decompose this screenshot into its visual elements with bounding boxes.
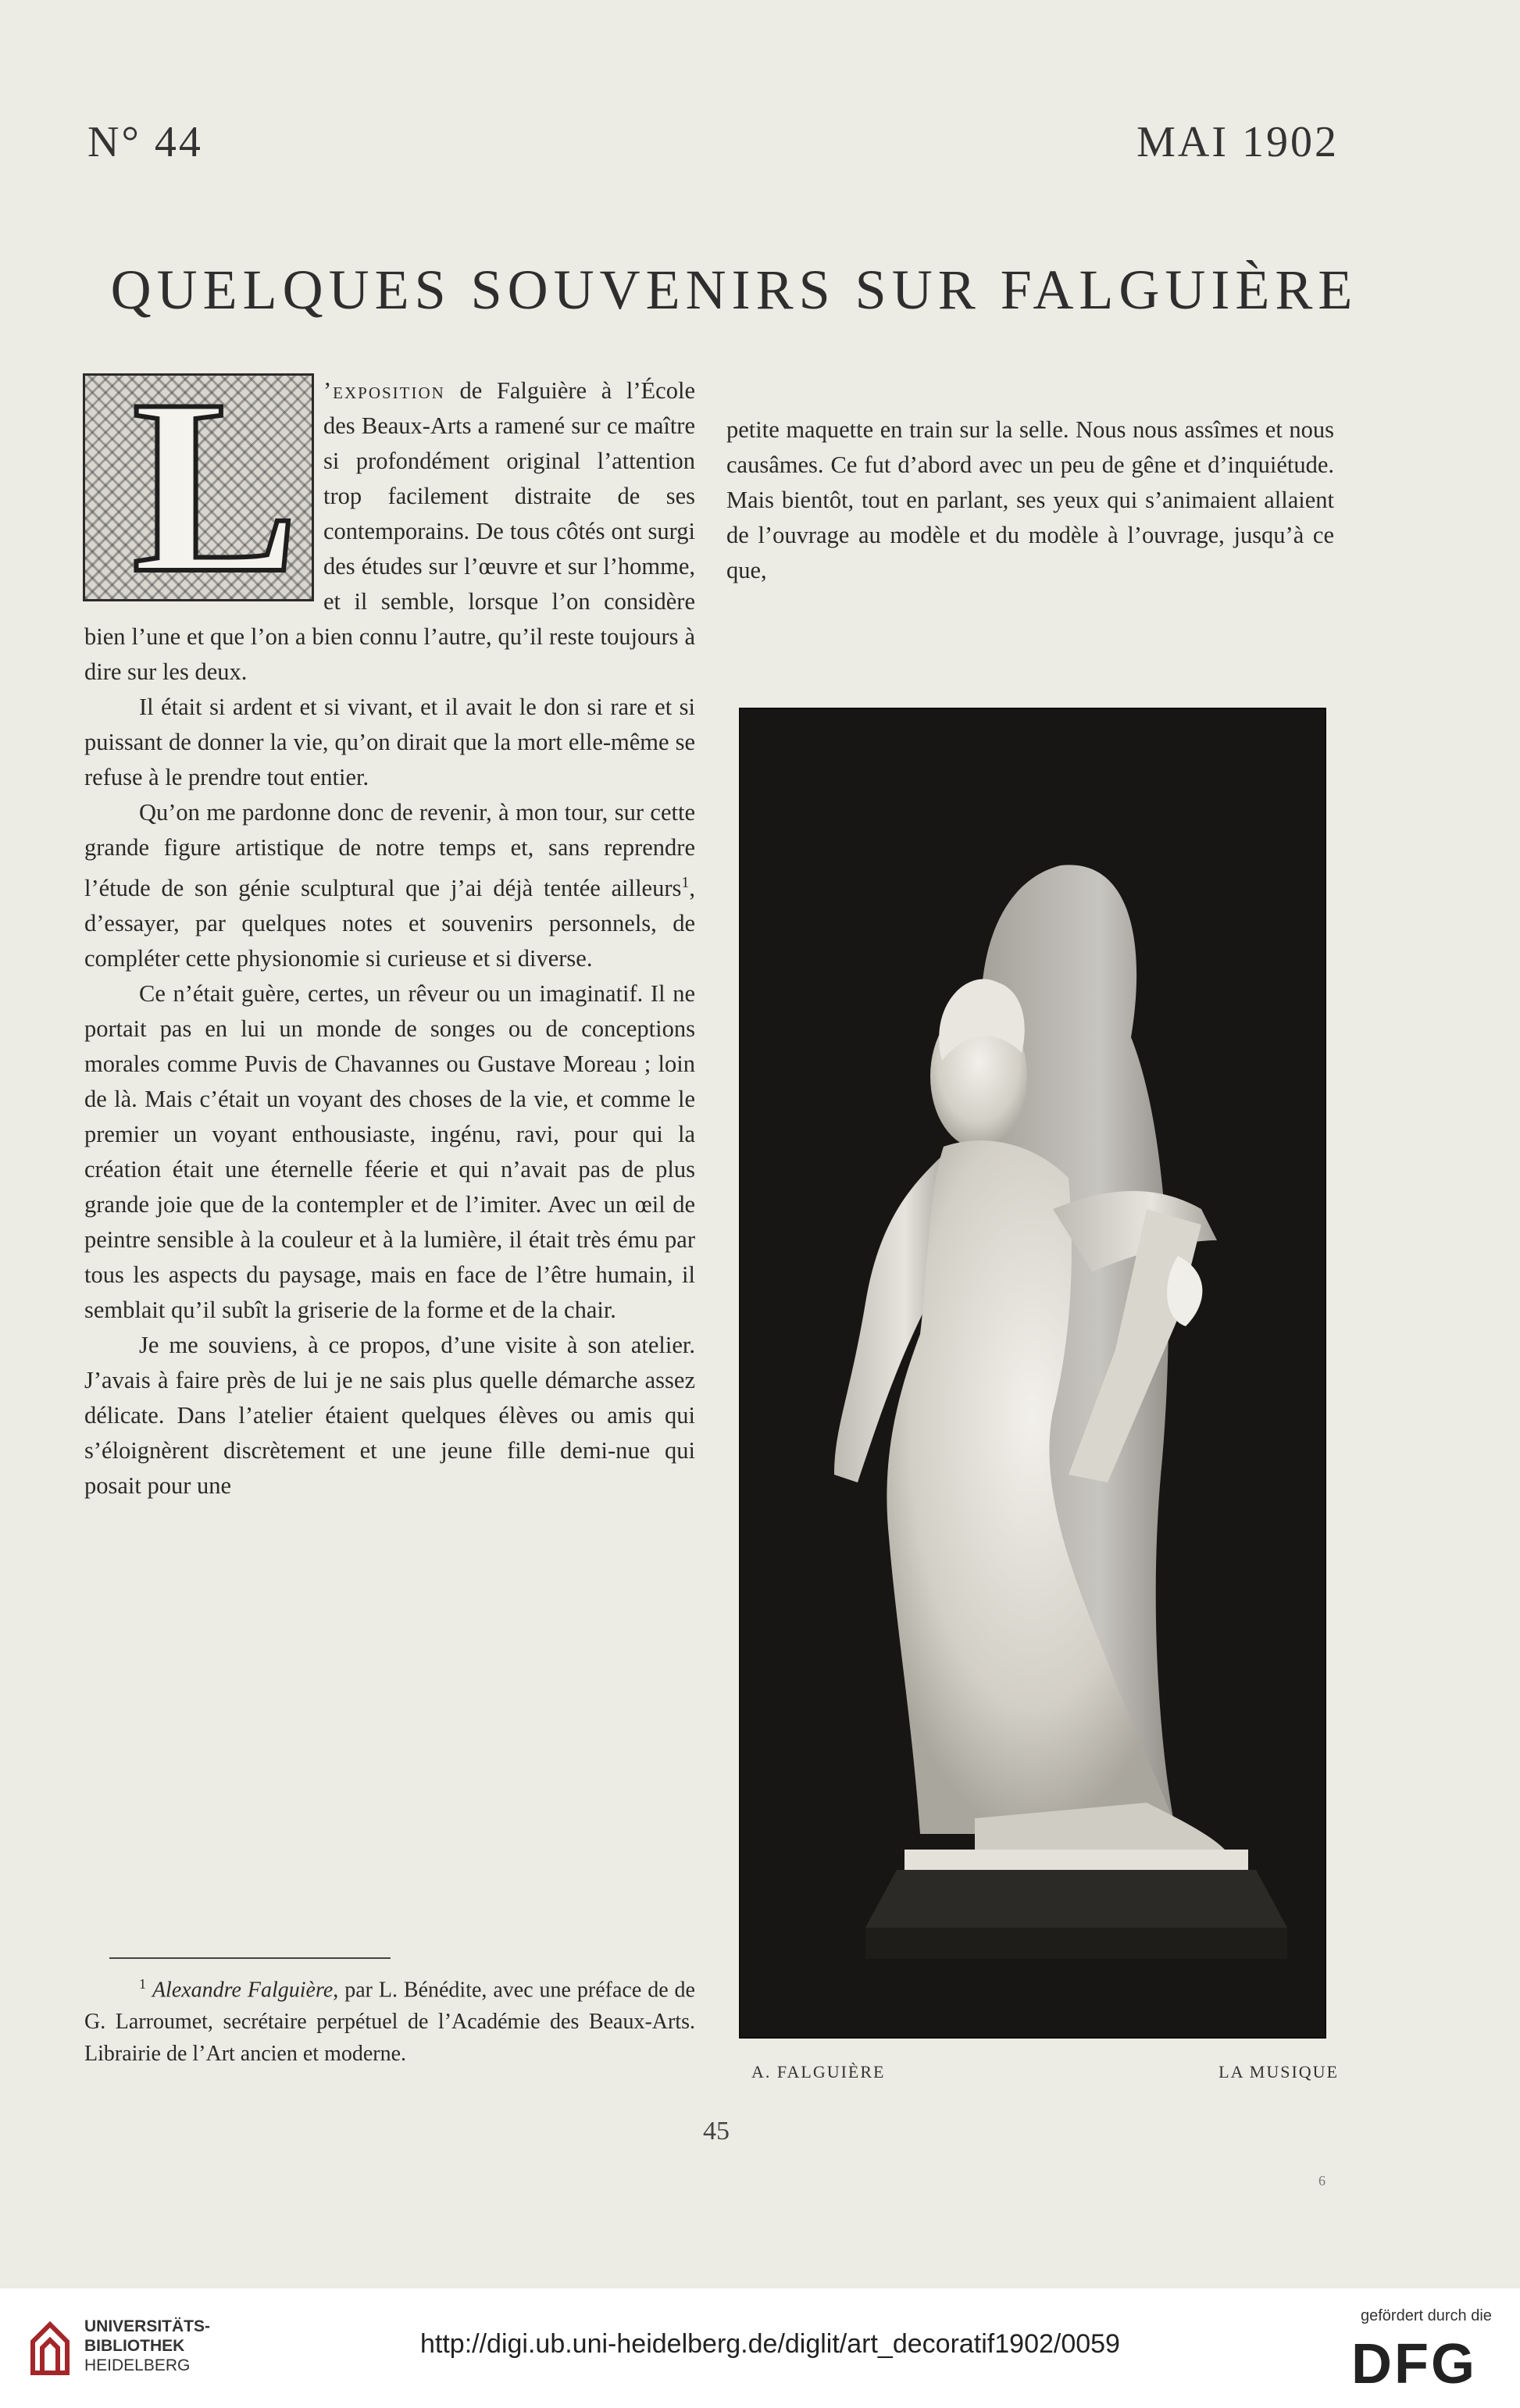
permalink-url[interactable]: http://digi.ub.uni-heidelberg.de/diglit/art_decoratif1902/0059 [420,2329,1120,2359]
paragraph-3-b: , d’essayer, par quelques notes et souvenirs personnels, de compléter cette physionomie si curieuse et si diverse. [84,875,695,972]
sculpture-illustration [740,709,1325,2037]
caption-artist: A. FALGUIÈRE [751,2062,886,2082]
footnote-text [84,1968,695,2070]
paragraph-3 [84,795,695,976]
caption-work: LA MUSIQUE [1218,2062,1339,2082]
university-library-logo-icon[interactable] [30,2321,70,2376]
library-line-3: HEIDELBERG [84,2356,191,2374]
right-text-column [726,412,1334,588]
digitization-footer [0,2288,1520,2408]
library-line-2: BIBLIOTHEK [84,2337,185,2355]
footnote-book-title: Alexandre Falguière [152,1978,334,2003]
dfg-logo[interactable]: DFG [1351,2333,1477,2396]
issue-date: MAI 1902 [1136,118,1339,166]
ornamental-dropcap [83,348,314,625]
paragraph-1 [84,348,695,690]
page-number: 45 [703,2117,730,2146]
paragraph-5: Je me souviens, à ce propos, d’une visite à son atelier. J’avais à faire près de lui je ne sais plus quelle démarche assez délicate. Dans l’atelier étaient quelques élèves ou amis qui s’éloignèrent discrètement et une jeune fille demi-nue qui posait pour une [84,1332,695,1500]
footnote-rule [109,1957,391,1959]
right-paragraph-1: petite maquette en train sur la selle. Nous nous assîmes et nous causâmes. Ce fut d’abord avec un peu de gêne et d’inquiétude. Mais bientôt, tout en parlant, ses yeux qui s’animaient allaient de l’ouvrage au modèle et du modèle à l’ouvrage, jusqu’à ce que, [726,416,1334,583]
sculpture-photograph [739,708,1326,2039]
footnote-body: , par L. Bénédite, avec une préface de de G. Larroumet, secrétaire perpétuel de l’Académie des Beaux-Arts. Librairie de l’Art ancien et moderne. [84,1978,695,2067]
footnote [84,1968,695,2070]
signature-mark: 6 [1318,2173,1326,2189]
left-text-column [84,348,695,1504]
article-title: QUELQUES SOUVENIRS SUR FALGUIÈRE [110,259,1358,321]
library-name[interactable] [84,2317,210,2375]
funded-by-note: gefördert durch die [1361,2307,1492,2324]
footnote-marker: 1 [139,1976,146,1992]
paragraph-1-text: de Falguière à l’École des Beaux-Arts a ramené sur ce maître si profondément original l’attention trop facilement distraite de ses contemporains. De tous côtés ont surgi des études sur l’œuvre et sur l’homme, et il semble, lorsque l’on considère bien l’une et que l’on a bien connu l’autre, qu’il reste toujours à dire sur les deux. [84,377,695,685]
opening-smallcaps: ’exposition [323,377,445,404]
library-line-1: UNIVERSITÄTS- [84,2317,211,2335]
dropcap-letter: L [132,348,299,625]
issue-number: N° 44 [87,118,203,166]
paragraph-3-a: Qu’on me pardonne donc de revenir, à mon tour, sur cette grande figure artistique de notre temps et, sans reprendre l’étude de son génie sculptural que j’ai déjà tentée ailleurs [84,799,695,902]
paragraph-4: Ce n’était guère, certes, un rêveur ou un imaginatif. Il ne portait pas en lui un monde de songes ou de conceptions morales comme Puvis de Chavannes ou Gustave Moreau ; loin de là. Mais c’était un voyant des choses de la vie, et comme le premier un voyant enthousiaste, ingénu, ravi, pour qui la création était une éternelle féerie et qui n’avait pas de plus grande joie que de la contempler et de l’imiter. Avec un œil de peintre sensible à la couleur et à la lumière, il était très ému par tous les aspects du paysage, mais en face de l’être humain, il semblait qu’il subît la griserie de la forme et de la chair. [84,980,695,1324]
footnote-ref[interactable]: 1 [681,874,690,891]
paragraph-2: Il était si ardent et si vivant, et il avait le don si rare et si puissant de donner la vie, qu’on dirait que la mort elle-même se refuse à le prendre tout entier. [84,694,695,790]
